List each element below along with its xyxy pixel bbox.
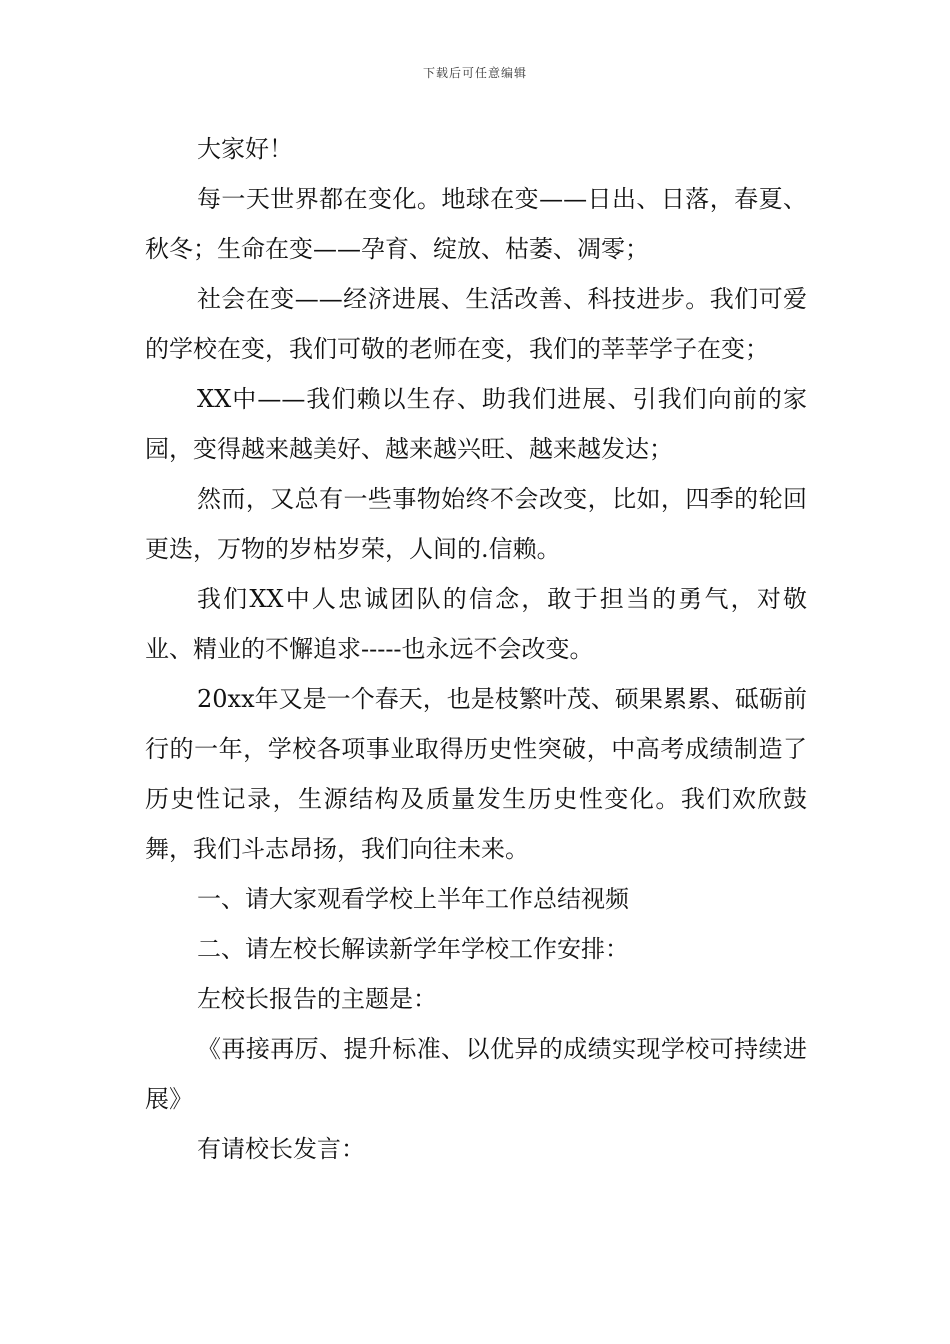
- paragraph-school-home: XX中——我们赖以生存、助我们进展、引我们向前的家园，变得越来越美好、越来越兴旺、越来越发达；: [145, 385, 807, 463]
- paragraph-greeting: 大家好！: [197, 135, 293, 163]
- paragraph-year-review: 20xx年又是一个春天，也是枝繁叶茂、硕果累累、砥砺前行的一年，学校各项事业取得历史性突破，中高考成绩制造了历史性记录，生源结构及质量发生历史性变化。我们欢欣鼓舞，我们斗志昂扬，我们向往未来。: [145, 685, 807, 863]
- paragraph-agenda-2: 二、请左校长解读新学年学校工作安排：: [197, 935, 629, 963]
- paragraph-agenda-1: 一、请大家观看学校上半年工作总结视频: [197, 885, 629, 913]
- paragraph-world-changes: 每一天世界都在变化。地球在变——日出、日落，春夏、秋冬；生命在变——孕育、绽放、枯萎、凋零；: [145, 185, 807, 263]
- paragraph-report-theme: 《再接再厉、提升标准、以优异的成绩实现学校可持续进展》: [145, 1035, 807, 1113]
- header-note: 下载后可任意编辑: [422, 66, 527, 80]
- paragraph-team-belief: 我们XX中人忠诚团队的信念，敢于担当的勇气，对敬业、精业的不懈追求-----也永远不会改变。: [145, 585, 807, 663]
- paragraph-society-changes: 社会在变——经济进展、生活改善、科技进步。我们可爱的学校在变，我们可敬的老师在变，我们的莘莘学子在变；: [145, 285, 807, 363]
- paragraph-report-theme-label: 左校长报告的主题是：: [197, 985, 437, 1013]
- document-body: [145, 124, 807, 1174]
- paragraph-unchanging: 然而，又总有一些事物始终不会改变，比如，四季的轮回更迭，万物的岁枯岁荣，人间的.信赖。: [145, 485, 807, 563]
- paragraph-invite-speech: 有请校长发言：: [197, 1135, 365, 1163]
